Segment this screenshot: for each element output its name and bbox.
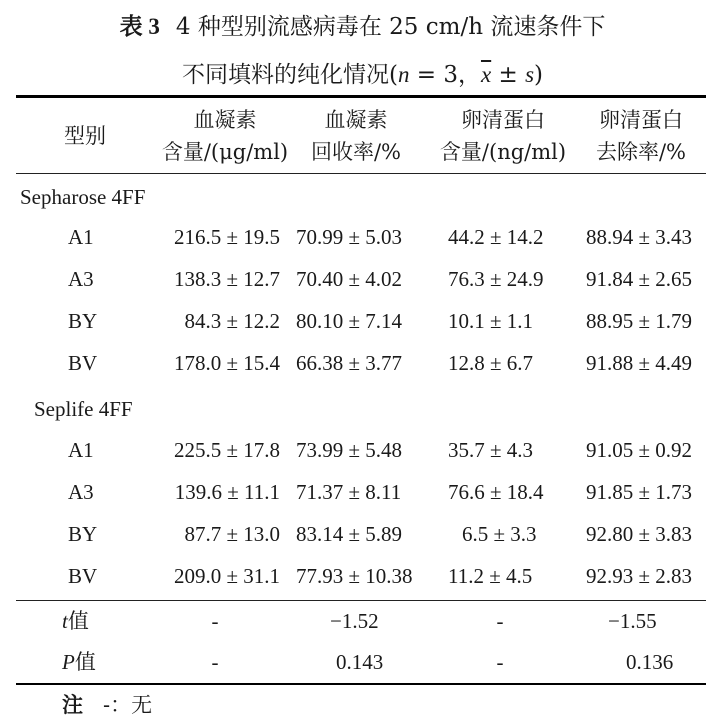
- header-col-ova-content-line2: 含量/(ng/ml): [439, 140, 567, 164]
- n-equals: = 3，: [409, 62, 481, 88]
- cell-ha-recovery: 83.14 ± 5.89: [296, 522, 403, 546]
- header-col-ova-content: [428, 104, 578, 168]
- table-row: [0, 514, 725, 554]
- stat-var: t: [62, 609, 68, 633]
- table-row: [0, 217, 725, 257]
- cell-type: BV: [68, 351, 98, 375]
- table-row: [0, 472, 725, 512]
- table-row: [0, 259, 725, 299]
- header-col-ova-content-line1: 卵清蛋白: [461, 108, 545, 132]
- cell-ha-recovery: 71.37 ± 8.11: [296, 480, 402, 504]
- title-line2-suffix: ): [534, 62, 544, 88]
- header-col-ha-content: [150, 104, 300, 168]
- cell-ova-removal: 91.05 ± 0.92: [586, 438, 693, 462]
- cell-ha-content: 84.3 ± 12.2: [184, 309, 280, 333]
- cell-ha-content: -: [211, 609, 219, 633]
- sd-symbol: s: [525, 62, 535, 87]
- stat-row-p: [0, 642, 725, 682]
- top-rule: [16, 95, 706, 98]
- cell-ha-content: 178.0 ± 15.4: [173, 351, 280, 375]
- cell-ha-recovery: 66.38 ± 3.77: [296, 351, 403, 375]
- mean-symbol: $\overline{x}$: [480, 62, 492, 87]
- cell-ova-content: 76.6 ± 18.4: [448, 480, 544, 504]
- cell-ha-recovery: 77.93 ± 10.38: [296, 564, 413, 588]
- table-row: [0, 556, 725, 596]
- cell-ha-content: 138.3 ± 12.7: [173, 267, 280, 291]
- note-key: 注: [62, 692, 83, 717]
- stat-label: [62, 601, 89, 641]
- header-col-ha-recovery: [292, 104, 420, 168]
- note-text: -：无: [103, 693, 153, 717]
- table-row: [0, 343, 725, 383]
- cell-ha-recovery: 0.143: [336, 650, 384, 674]
- cell-ha-content: 216.5 ± 19.5: [173, 225, 280, 249]
- cell-ova-content: 12.8 ± 6.7: [448, 351, 534, 375]
- cell-ova-content: 76.3 ± 24.9: [448, 267, 544, 291]
- cell-ova-removal: 91.85 ± 1.73: [586, 480, 693, 504]
- header-col-ha-content-line2: 含量/(μg/ml): [161, 140, 289, 164]
- cell-ha-content: 139.6 ± 11.1: [174, 480, 280, 504]
- cell-ha-recovery: 80.10 ± 7.14: [296, 309, 403, 333]
- table-title-line2: [0, 58, 725, 92]
- table-note: [62, 690, 152, 720]
- stat-label-text: 值: [74, 650, 96, 674]
- stat-label: [62, 642, 96, 682]
- cell-ova-removal: 88.94 ± 3.43: [586, 225, 693, 249]
- cell-ha-recovery: 70.40 ± 4.02: [296, 267, 403, 291]
- cell-type: BY: [68, 522, 98, 546]
- bottom-rule: [16, 683, 706, 685]
- cell-ova-content: 10.1 ± 1.1: [448, 309, 534, 333]
- header-rule: [16, 173, 706, 174]
- cell-type: A3: [68, 480, 94, 504]
- cell-ova-content: -: [496, 650, 504, 674]
- group-label: Seplife 4FF: [34, 397, 133, 421]
- header-col-ha-content-line1: 血凝素: [193, 108, 257, 132]
- cell-ova-removal: 91.88 ± 4.49: [586, 351, 693, 375]
- cell-ova-removal: 88.95 ± 1.79: [586, 309, 693, 333]
- header-col-type: 型别: [64, 124, 106, 148]
- header-col-ova-removal: [576, 104, 706, 168]
- group-label: Sepharose 4FF: [20, 185, 146, 209]
- stat-label-text: 值: [67, 609, 89, 633]
- cell-ha-recovery: 70.99 ± 5.03: [296, 225, 403, 249]
- cell-ha-recovery: 73.99 ± 5.48: [296, 438, 403, 462]
- cell-type: A3: [68, 267, 94, 291]
- cell-ha-content: 225.5 ± 17.8: [173, 438, 280, 462]
- cell-ova-removal: −1.55: [608, 609, 657, 633]
- header-col-ova-removal-line2: 去除率/%: [595, 140, 687, 164]
- cell-type: BY: [68, 309, 98, 333]
- cell-ha-recovery: −1.52: [330, 609, 379, 633]
- cell-ova-removal: 91.84 ± 2.65: [586, 267, 693, 291]
- cell-ova-content: 6.5 ± 3.3: [462, 522, 537, 546]
- table-row: [0, 301, 725, 341]
- n-variable: n: [397, 62, 410, 87]
- cell-ova-removal: 92.93 ± 2.83: [586, 564, 693, 588]
- table-label: 表 3: [119, 14, 160, 39]
- cell-ova-removal: 0.136: [626, 650, 674, 674]
- title-line2-prefix: 不同填料的纯化情况(: [181, 62, 398, 88]
- cell-ha-content: 87.7 ± 13.0: [184, 522, 280, 546]
- cell-type: A1: [68, 225, 94, 249]
- header-col-ha-recovery-line2: 回收率/%: [310, 140, 402, 164]
- cell-type: BV: [68, 564, 98, 588]
- stat-row-t: [0, 601, 725, 641]
- cell-ha-content: -: [211, 650, 219, 674]
- cell-ova-content: 44.2 ± 14.2: [448, 225, 544, 249]
- table-row: [0, 430, 725, 470]
- header-col-ova-removal-line1: 卵清蛋白: [599, 108, 683, 132]
- table-title-text: 4 种型别流感病毒在 25 cm/h 流速条件下: [175, 14, 606, 40]
- cell-ha-content: 209.0 ± 31.1: [173, 564, 280, 588]
- table-title-line1: [0, 10, 725, 44]
- cell-ova-content: -: [496, 609, 504, 633]
- cell-ova-content: 35.7 ± 4.3: [448, 438, 534, 462]
- plus-minus: ±: [491, 62, 526, 88]
- header-col-ha-recovery-line1: 血凝素: [324, 108, 388, 132]
- cell-ova-removal: 92.80 ± 3.83: [586, 522, 693, 546]
- cell-type: A1: [68, 438, 94, 462]
- stat-var: P: [62, 650, 75, 674]
- cell-ova-content: 11.2 ± 4.5: [448, 564, 533, 588]
